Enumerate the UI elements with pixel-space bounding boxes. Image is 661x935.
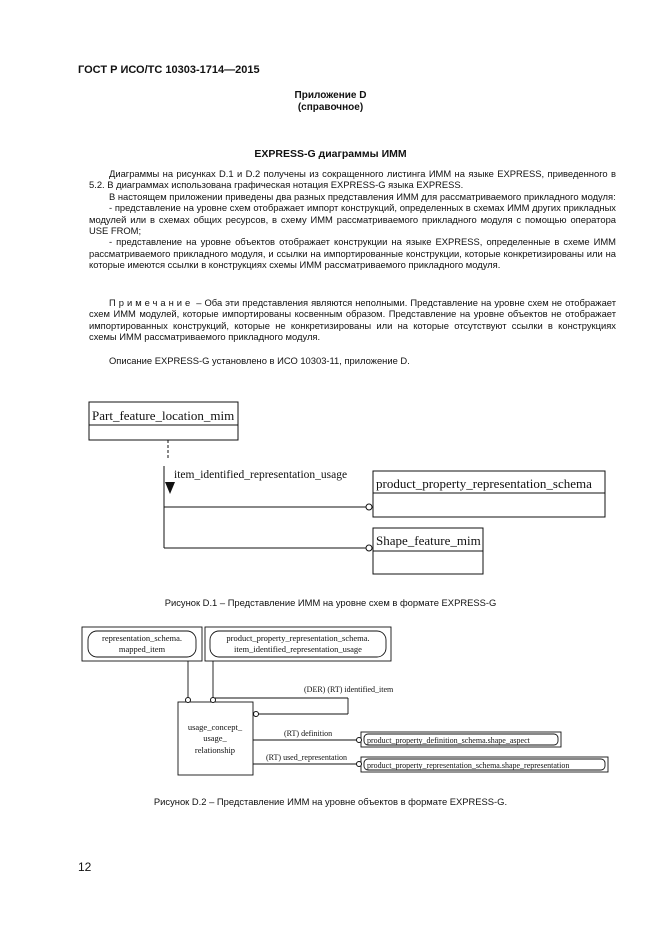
entity-line2: usage_ [203, 733, 227, 743]
paragraph-2: В настоящем приложении приведены два разных представления ИММ для рассматриваемого прикладного модуля: [109, 190, 616, 202]
connector-circle-icon [357, 738, 362, 743]
attribute-used-representation: (RT) used_representation [266, 753, 348, 762]
ref1-line2: mapped_item [118, 644, 166, 654]
connector-circle-icon [357, 762, 362, 767]
figure-d2-caption: Рисунок D.2 – Представление ИММ на уровне объектов в формате EXPRESS-G. [153, 796, 508, 807]
paragraph-5: Описание EXPRESS-G установлено в ИСО 10303-11, приложение D. [109, 355, 410, 366]
note-block [89, 297, 616, 343]
figure-d2-diagram [0, 620, 661, 790]
note-label: Примечание [109, 297, 194, 308]
document-header: ГОСТ Р ИСО/ТС 10303-1714—2015 [78, 64, 260, 76]
note-text: Оба эти представления являются неполными. Представление на уровне схем не отображает схем ИММ модулей, которые импортированы косвенным образом. Представление на уровне объектов не отображает импортированных конструкций, которые не конкретизированы или на которые отсутствуют ссылки в конструкциях схемы ИММ рассматриваемого прикладного модуля. [89, 297, 616, 343]
ref2-line1: product_property_representation_schema. [226, 633, 370, 643]
schema-b-name: Shape_feature_mim [376, 533, 481, 548]
connector-circle-icon [186, 698, 191, 703]
connector-circle-icon [366, 504, 372, 510]
entity-line1: usage_concept_ [187, 722, 243, 732]
appendix-subtitle: (справочное) [297, 102, 364, 113]
paragraph-1: Диаграммы на рисунках D.1 и D.2 получены из сокращенного листинга ИММ на языке EXPRESS, приведенного в 5.2. В диаграммах использована графическая нотация EXPRESS-G языка EXPRESS. [89, 168, 616, 191]
entity-line3: relationship [194, 745, 236, 755]
section-title: EXPRESS-G диаграммы ИММ [254, 148, 407, 160]
attribute-identified-item: (DER) (RT) identified_item [304, 685, 394, 694]
target1-name: product_property_definition_schema.shape_aspect [367, 736, 530, 745]
ref2-line2: item_identified_representation_usage [234, 644, 362, 654]
ref1-line1: representation_schema. [101, 633, 183, 643]
figure-d1-caption: Рисунок D.1 – Представление ИММ на уровне схем в формате EXPRESS-G [164, 597, 497, 608]
paragraph-3: - представление на уровне схем отображает импорт конструкций, определенных в схемах ИММ других прикладных модулей или в схемах общих ресурсов, в схему ИММ рассматриваемого прикладного модуля с помощью оператора USE FROM; [89, 202, 616, 237]
arrow-head-icon [165, 482, 175, 494]
appendix-title: Приложение D [294, 90, 367, 101]
target2-name: product_property_representation_schema.shape_representation [367, 761, 570, 770]
schema-a-name: product_property_representation_schema [376, 476, 592, 491]
main-schema-name: Part_feature_location_mim [92, 408, 235, 423]
attribute-definition: (RT) definition [284, 729, 333, 738]
link-label: item_identified_representation_usage [174, 469, 348, 481]
connector-circle-icon [211, 698, 216, 703]
intro-text [89, 168, 616, 271]
note-dash: – [193, 297, 205, 308]
figure-d1-diagram [0, 390, 661, 590]
page-number: 12 [78, 860, 92, 874]
reference-text [89, 355, 616, 366]
connector-circle-icon [366, 545, 372, 551]
connector-circle-icon [254, 712, 259, 717]
paragraph-4: - представление на уровне объектов отображает конструкции на языке EXPRESS, определенные в схеме ИММ рассматриваемого прикладного модуля, и ссылки на импортированные конструкции, которые конкретизированы или на которые имеются ссылки в конструкциях схемы ИММ рассматриваемого прикладного модуля. [89, 236, 616, 271]
